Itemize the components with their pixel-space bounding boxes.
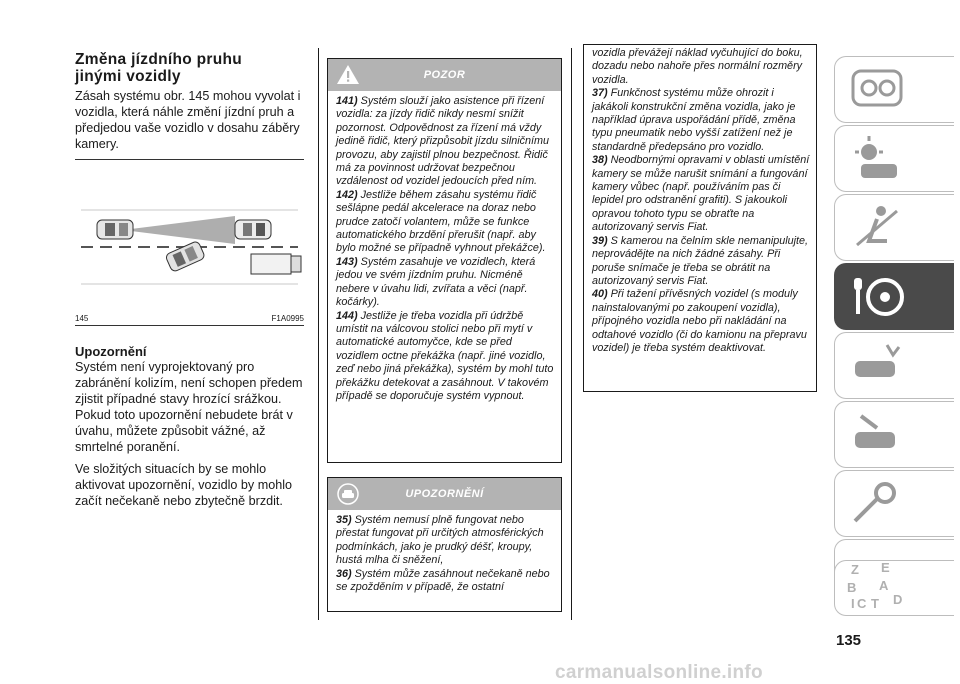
pozor-box-title: POZOR <box>423 69 466 81</box>
warning-body <box>75 359 307 515</box>
intro-paragraph: Zásah systému obr. 145 mohou vyvolat i vozidla, která náhle změní jízdní pruh a předjedou vaše vozidlo v dosahu záběry kamery. <box>75 89 301 151</box>
wrench-car-icon <box>847 408 907 462</box>
figure-bottom-rule <box>75 325 304 326</box>
section-title-line1: Změna jízdního pruhu <box>75 51 243 68</box>
upozorneni-box-title: UPOZORNĚNÍ <box>405 488 484 500</box>
note-38: 38) Neodbornými opravami v oblasti umístění kamery se může narušit snímání a fungování kamery vůbec (např. používáním pas či lepidel pro odstranění grafiti). S jakoukoli opravou tohoto typu se obraťte na autorizovaný servis Fiat. <box>592 154 810 234</box>
own-car-icon <box>97 220 133 239</box>
tab-technical-data[interactable] <box>834 470 954 537</box>
column-divider <box>318 48 319 620</box>
continued-notes-body <box>584 45 816 359</box>
pozor-box-header <box>328 59 561 91</box>
watermark: carmanualsonline.info <box>555 662 763 683</box>
note-142: 142) Jestliže během zásahu systému řidič sešlápne pedál akcelerace na doraz nebo prudce zatočí volantem, může se funkce automatického brzdění přerušit (např. aby bylo možné se případně vyhnout překážce). <box>336 188 546 255</box>
note-143: 143) Systém zasahuje ve vozidlech, která jedou ve svém jízdním pruhu. Nicméně nebere v úvahu lidi, zvířata a věci (např. kočárky). <box>336 255 536 309</box>
tab-emergency[interactable] <box>834 332 954 399</box>
svg-text:I: I <box>851 596 855 611</box>
note-36: 36) Systém může zasáhnout nečekaně nebo se zpožděním v případě, že ostatní <box>336 567 550 594</box>
alphabet-index-icon <box>847 562 907 616</box>
tab-warning-lights[interactable] <box>834 125 954 192</box>
svg-text:E: E <box>881 562 890 575</box>
note-35: 35) Systém nemusí plně fungovat nebo přestat fungovat při určitých atmosférických podmínkách, jako je prudký déšť, kroupy, hustá mlha či sněžení, <box>336 514 544 567</box>
note-39: 39) S kamerou na čelním skle nemanipulujte, neprovádějte na nich žádné zásahy. Při poruše snímače je třeba se obrátit na autorizovaný servis Fiat. <box>592 234 809 287</box>
section-title <box>75 51 315 85</box>
warning-paragraph-2: Ve složitých situacích by se mohlo aktivovat upozornění, vozidlo by mohlo začít nečekaně nebo zbytečně brzdit. <box>75 462 293 508</box>
warning-paragraph-1: Systém není vyprojektovaný pro zabránění kolizím, není schopen předem zjistit případné stavy hrozící srážkou. Pokud toto upozornění nebudete brát v úvahu, můžete způsobit vážné, až smrtelné poranění. <box>75 360 303 454</box>
tab-index[interactable] <box>834 560 954 616</box>
tab-starting-driving[interactable] <box>834 263 954 330</box>
svg-text:Z: Z <box>851 562 859 577</box>
upozorneni-box-header <box>328 478 561 510</box>
car-ahead-icon <box>235 220 271 239</box>
airbag-seat-icon <box>847 201 907 255</box>
page-number: 135 <box>836 632 862 649</box>
continued-notes-box <box>583 44 817 392</box>
figure-caption <box>75 314 304 323</box>
truck-icon <box>251 254 301 274</box>
note-141: 141) Systém slouží jako asistence při řízení vozidla: za jízdy řidič nikdy nesmí snížit pozornost. Odpovědnost za řízení má vždy jedině řidič, který přizpůsobit jízdu silničnímu provozu, aby zajistil plnou bezpečnost. Řidič má za povinnost udržovat bezpečnou vzdálenost od vozidel jedoucích před ním. <box>336 95 550 188</box>
tab-maintenance[interactable] <box>834 401 954 468</box>
svg-text:T: T <box>871 596 879 611</box>
pozor-box <box>327 58 562 463</box>
key-steering-wheel-icon <box>847 270 907 324</box>
upozorneni-box <box>327 477 562 612</box>
tab-safety[interactable] <box>834 194 954 261</box>
section-title-line2: jinými vozidly <box>75 68 181 85</box>
car-crash-icon <box>847 339 907 393</box>
note-37: 37) Funkčnost systému může ohrozit i jakákoli konstrukční změna vozidla, jako je například úprava uspořádání přídě, změna typu pneumatik nebo vyšší zatížení než je standardně předepsáno pro vozidlo. <box>592 87 796 153</box>
note-144: 144) Jestliže je třeba vozidla při údržbě umístit na válcovou stolici nebo při mytí v automatické automyčce, kde se před vozidlem octne překážka (např. jiné vozidlo, zeď nebo jiná překážka), systém by mohl tuto překážku detekovat a zasáhnout. V takovém případě se doporučuje systém vypnout. <box>336 309 554 402</box>
upozorneni-box-body <box>328 510 561 598</box>
figure-top-rule <box>75 159 304 160</box>
warning-heading: Upozornění <box>75 344 147 359</box>
svg-text:B: B <box>847 580 857 595</box>
svg-text:C: C <box>857 596 867 611</box>
pozor-box-body <box>328 91 561 407</box>
figure-number: 145 <box>75 314 89 323</box>
car-dashboard-icon <box>847 63 907 117</box>
note-36-continued: vozidla převážejí náklad vyčuhující do boku, dozadu nebo nahoře přes normální rozměry vozidla. <box>592 47 803 86</box>
figure-code: F1A0995 <box>271 314 304 323</box>
lane-change-illustration <box>75 186 304 307</box>
tab-dashboard[interactable] <box>834 56 954 123</box>
service-tools-icon <box>847 477 907 531</box>
note-40: 40) Při tažení přívěsných vozidel (s moduly nainstalovanými po zakoupení vozidla), přípojného vozidla nebo při nakládání na odtahové vozidlo (či do kamionu na přepravu vozidel) je třeba systém deaktivovat. <box>592 288 807 354</box>
svg-text:D: D <box>893 592 903 607</box>
warning-lights-icon <box>847 132 907 186</box>
column-divider-2 <box>571 48 572 620</box>
svg-text:A: A <box>879 578 889 593</box>
